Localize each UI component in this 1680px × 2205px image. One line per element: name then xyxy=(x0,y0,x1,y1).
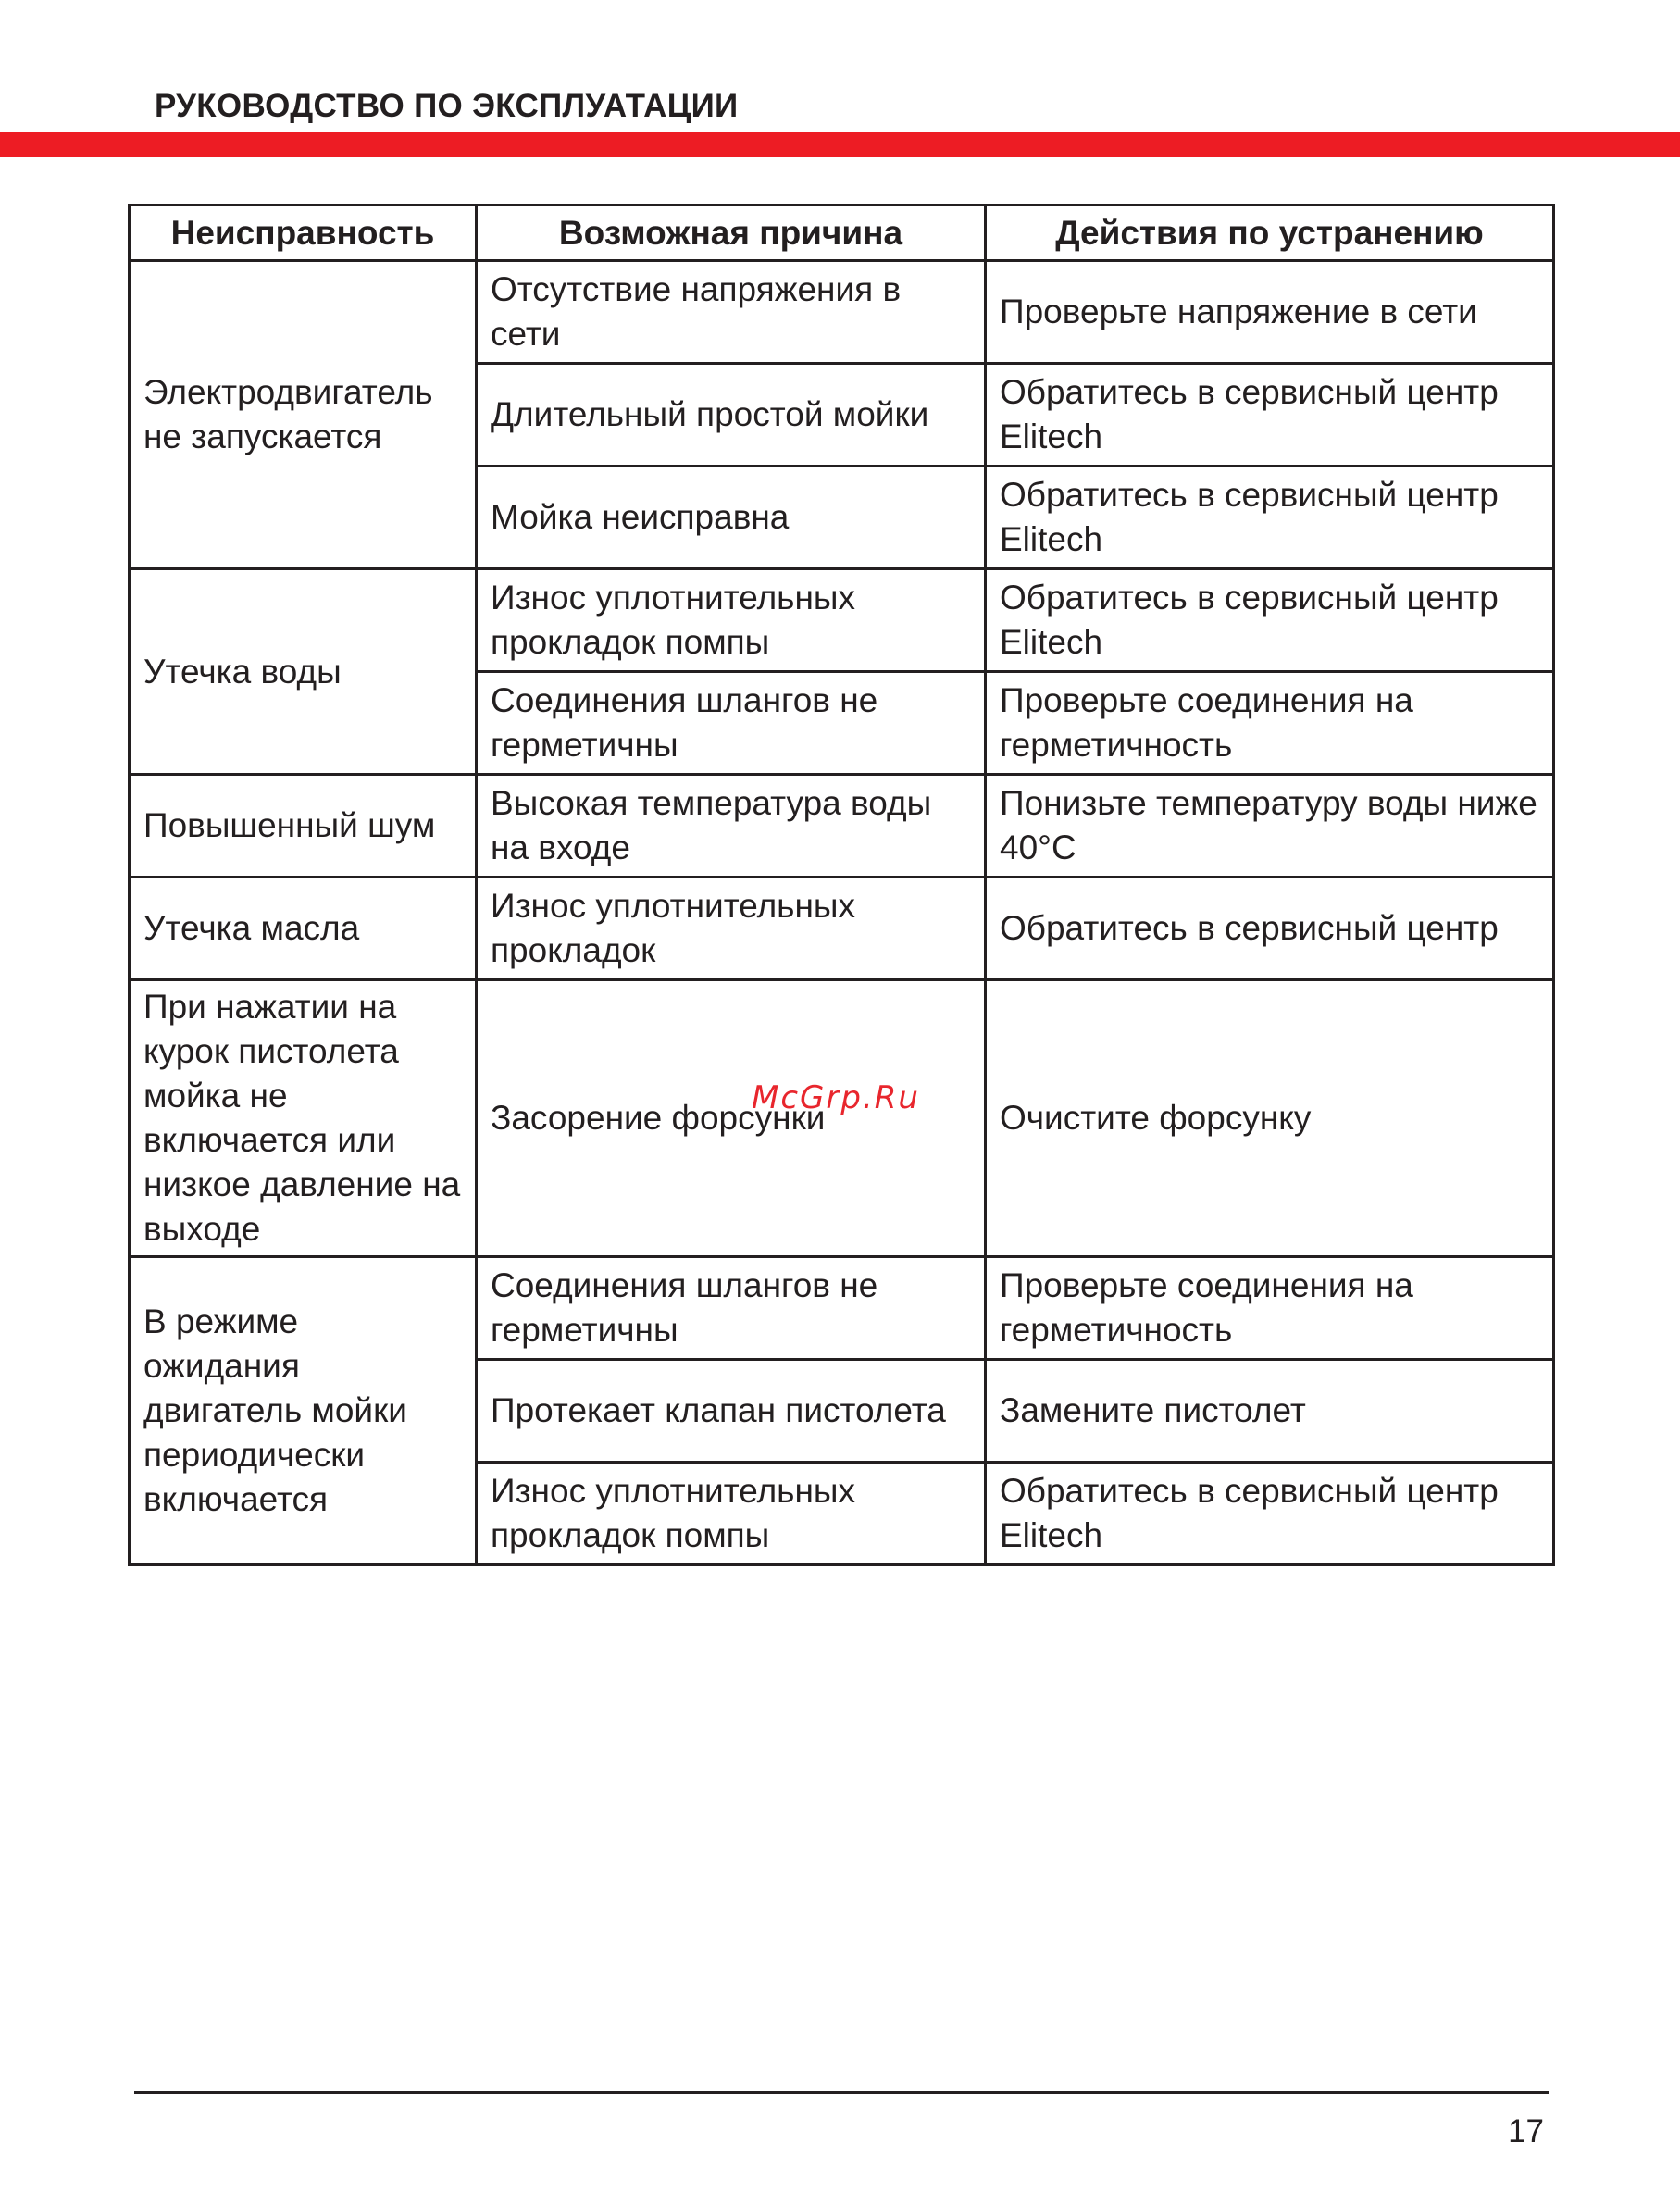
cause-cell: Соединения шлангов не герметичны xyxy=(477,672,986,775)
page-header-title: РУКОВОДСТВО ПО ЭКСПЛУАТАЦИИ xyxy=(155,88,739,124)
table-row xyxy=(130,1257,1554,1360)
cause-cell: Высокая температура воды на входе xyxy=(477,775,986,878)
action-cell: Проверьте напряжение в сети xyxy=(986,261,1554,364)
cause-cell: Соединения шлангов не герметичны xyxy=(477,1257,986,1360)
column-header-action: Действия по устранению xyxy=(986,206,1554,261)
page-number: 17 xyxy=(1508,2113,1544,2149)
column-header-cause: Возможная причина xyxy=(477,206,986,261)
action-cell: Проверьте соединения на герметичность xyxy=(986,672,1554,775)
cause-cell: Износ уплотнительных прокладок помпы xyxy=(477,569,986,672)
action-cell: Понизьте температуру воды ниже 40°C xyxy=(986,775,1554,878)
header-red-bar xyxy=(0,132,1680,157)
cause-cell: Мойка неисправна xyxy=(477,467,986,569)
cause-cell: Протекает клапан пистолета xyxy=(477,1360,986,1463)
action-cell: Обратитесь в сервисный центр Elitech xyxy=(986,467,1554,569)
fault-cell: Утечка масла xyxy=(130,878,477,980)
action-cell: Обратитесь в сервисный центр Elitech xyxy=(986,1463,1554,1565)
column-header-fault: Неисправность xyxy=(130,206,477,261)
table-row xyxy=(130,775,1554,878)
fault-cell: Повышенный шум xyxy=(130,775,477,878)
watermark-text: McGrp.Ru xyxy=(752,1079,920,1116)
cause-cell: Длительный простой мойки xyxy=(477,364,986,467)
cause-cell: Износ уплотнительных прокладок xyxy=(477,878,986,980)
cause-cell: Износ уплотнительных прокладок помпы xyxy=(477,1463,986,1565)
fault-cell: Электродвигатель не запускается xyxy=(130,261,477,569)
cause-cell: Засорение форсунки xyxy=(477,980,986,1257)
table-header-row xyxy=(130,206,1554,261)
table-row xyxy=(130,261,1554,364)
table-row xyxy=(130,878,1554,980)
cause-cell: Отсутствие напряжения в сети xyxy=(477,261,986,364)
footer-divider xyxy=(134,2091,1549,2094)
fault-cell: В режиме ожидания двигатель мойки периодически включается xyxy=(130,1257,477,1565)
action-cell: Обратитесь в сервисный центр Elitech xyxy=(986,364,1554,467)
fault-cell: Утечка воды xyxy=(130,569,477,775)
table-row xyxy=(130,980,1554,1257)
action-cell: Замените пистолет xyxy=(986,1360,1554,1463)
action-cell: Обратитесь в сервисный центр xyxy=(986,878,1554,980)
action-cell: Проверьте соединения на герметичность xyxy=(986,1257,1554,1360)
action-cell: Очистите форсунку xyxy=(986,980,1554,1257)
troubleshooting-table xyxy=(128,204,1555,1566)
fault-cell: При нажатии на курок пистолета мойка не включается или низкое давление на выходе xyxy=(130,980,477,1257)
action-cell: Обратитесь в сервисный центр Elitech xyxy=(986,569,1554,672)
table-row xyxy=(130,569,1554,672)
